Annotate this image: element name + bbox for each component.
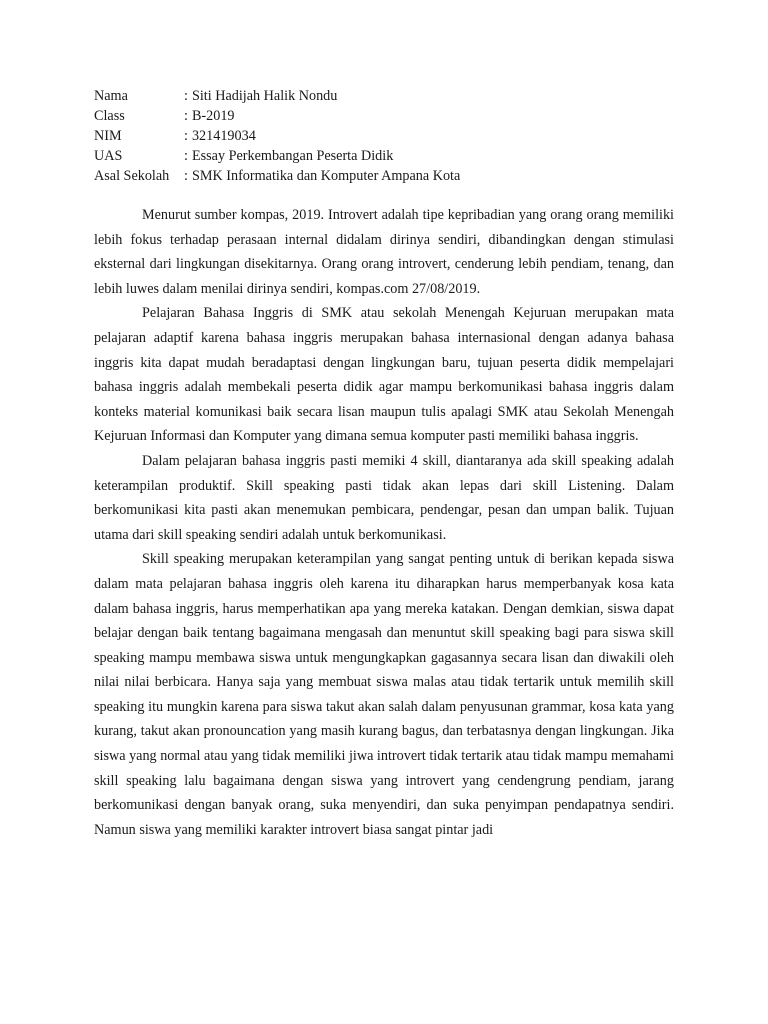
info-row-nim (94, 126, 674, 146)
essay-paragraph-4: Skill speaking merupakan keterampilan yang sangat penting untuk di berikan kepada siswa dalam mata pelajaran bahasa inggris oleh karena itu diharapkan harus memperbanyak kosa kata dalam bahasa inggris, harus memperhatikan apa yang mereka katakan. Dengan demkian, siswa dapat belajar dengan baik tentang bagaimana mengasah dan menuntut skill speaking bagi para siswa skill speaking mampu membawa siswa untuk mengungkapkan gagasannya secara lisan dan diwakili oleh nilai nilai berbicara. Hanya saja yang membuat siswa malas atau tidak tertarik untuk memilih skill speaking itu mungkin karena para siswa takut akan salah dalam penyusunan grammar, kosa kata yang kurang, takut akan pronouncation yang masih kurang bagus, dan terbatasnya dengan lingkungan. Jika siswa yang normal atau yang tidak memiliki jiwa introvert tidak tertarik atau tidak mampu memahami skill speaking lalu bagaimana dengan siswa yang introvert yang cendengrung pendiam, jarang berkomunikasi dengan banyak orang, suka menyendiri, dan suka penyimpan pendapatnya sendiri. Namun siswa yang memiliki karakter introvert biasa sangat pintar jadi (94, 551, 674, 838)
info-value: Essay Perkembangan Peserta Didik (191, 148, 394, 164)
info-value: B-2019 (191, 108, 235, 124)
info-row-asal-sekolah (94, 166, 674, 186)
info-value: SMK Informatika dan Komputer Ampana Kota (191, 168, 461, 184)
info-value: Siti Hadijah Halik Nondu (191, 88, 338, 104)
info-label: Class (94, 108, 125, 124)
student-info (94, 86, 674, 186)
info-separator: : (184, 108, 188, 124)
info-row-class (94, 106, 674, 126)
info-label: UAS (94, 148, 123, 164)
essay-paragraph-2: Pelajaran Bahasa Inggris di SMK atau sekolah Menengah Kejuruan merupakan mata pelajaran adaptif karena bahasa inggris merupakan bahasa internasional dengan adanya bahasa inggris kita dapat mudah beradaptasi dengan lingkungan baru, tujuan peserta didik mempelajari bahasa inggris adalah membekali peserta didik agar mampu berkomunikasi bahasa inggris dalam konteks material komunikasi baik secara lisan maupun tulis apalagi SMK atau Sekolah Menengah Kejuruan Informasi dan Komputer yang dimana semua komputer pasti memiliki bahasa inggris. (94, 305, 674, 445)
essay-paragraph-3: Dalam pelajaran bahasa inggris pasti memiki 4 skill, diantaranya ada skill speaking adalah keterampilan produktif. Skill speaking pasti tidak akan lepas dari skill Listening. Dalam berkomunikasi kita pasti akan menemukan pembicara, pendengar, pesan dan umpan balik. Tujuan utama dari skill speaking sendiri adalah untuk berkomunikasi. (94, 452, 674, 543)
info-row-nama (94, 86, 674, 106)
info-separator: : (184, 128, 188, 144)
info-separator: : (184, 88, 188, 104)
info-label: Nama (94, 88, 128, 104)
info-value: 321419034 (191, 128, 256, 144)
info-label: Asal Sekolah (94, 168, 170, 184)
document-page (94, 86, 674, 842)
info-separator: : (184, 148, 188, 164)
info-row-uas (94, 146, 674, 166)
essay-body (94, 203, 674, 842)
essay-paragraph-1: Menurut sumber kompas, 2019. Introvert adalah tipe kepribadian yang orang orang memiliki lebih fokus terhadap perasaan internal didalam dirinya sendiri, dibandingkan dengan stimulasi eksternal dari lingkungan disekitarnya. Orang orang introvert, cenderung lebih pendiam, tenang, dan lebih luwes dalam menilai dirinya sendiri, kompas.com 27/08/2019. (94, 207, 674, 297)
info-separator: : (184, 168, 188, 184)
info-label: NIM (94, 128, 122, 144)
